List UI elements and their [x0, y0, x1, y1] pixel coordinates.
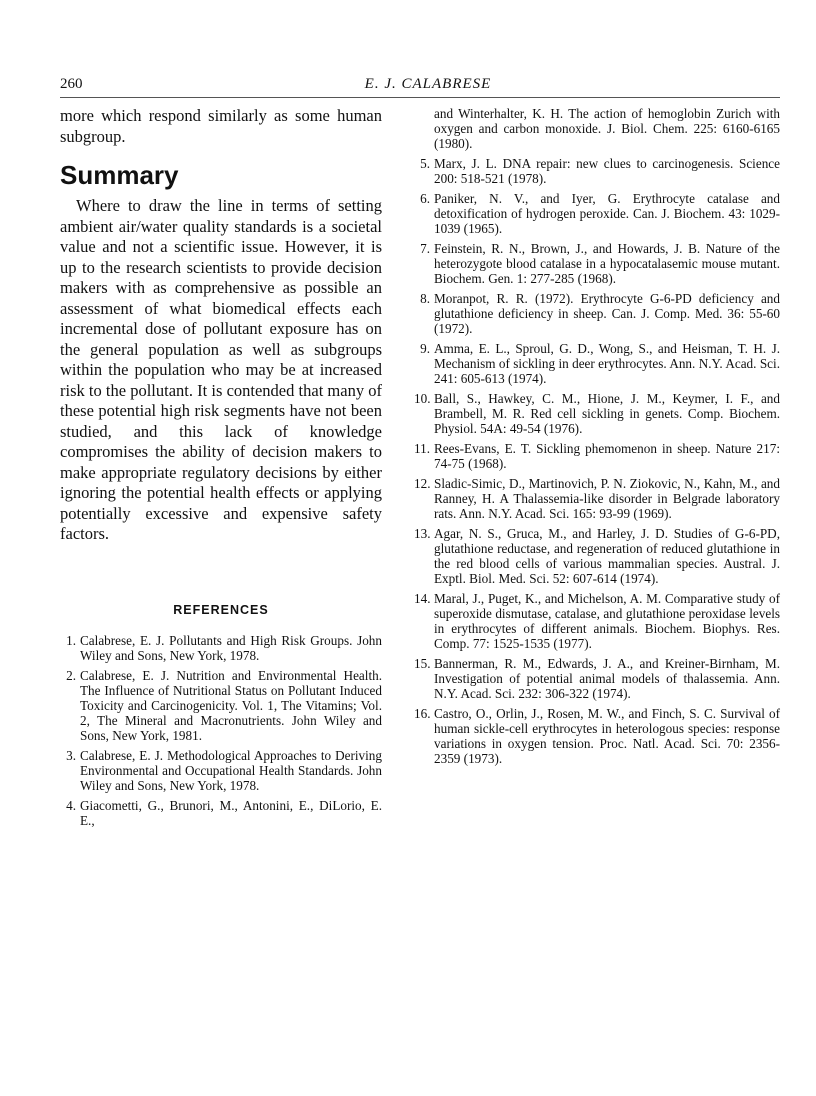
reference-number: 15.: [414, 656, 431, 671]
reference-text: Ball, S., Hawkey, C. M., Hione, J. M., Keymer, I. F., and Brambell, M. R. Red cell sickling in genets. Comp. Biochem. Physiol. 54A: 49-54 (1976).: [434, 391, 780, 436]
reference-item: [414, 241, 780, 286]
reference-item: [414, 591, 780, 651]
reference-number: 3.: [66, 747, 76, 763]
left-column: [60, 106, 382, 833]
reference-number: 5.: [420, 156, 430, 171]
summary-paragraph: Where to draw the line in terms of setting ambient air/water quality standards is a societal value and not a scientific issue. However, it is up to the research scientists to provide decision makers with as comprehensive as possible an assessment of what biomedical effects each incremental dose of pollutant exposure has on the general population as well as subgroups within the population who may be at increased risk to the pollutant. It is contended that many of these potential high risk segments have not been studied, and this lack of knowledge compromises the ability of decision makers to make appropriate regulatory decisions by either ignoring the potential health effects or applying potentially excessive and expensive safety factors.: [60, 196, 382, 543]
reference-text: Amma, E. L., Sproul, G. D., Wong, S., and Heisman, T. H. J. Mechanism of sickling in deer erythrocytes. Ann. N.Y. Acad. Sci. 241: 605-613 (1974).: [434, 341, 780, 386]
reference-text: Giacometti, G., Brunori, M., Antonini, E., DiLorio, E. E.,: [80, 797, 382, 828]
reference-number: 6.: [420, 191, 430, 206]
running-header-author: E. J. CALABRESE: [364, 76, 492, 92]
reference-item: [414, 526, 780, 586]
summary-heading: Summary: [60, 160, 179, 190]
reference-number: 7.: [420, 241, 430, 256]
reference-number: 4.: [66, 797, 76, 813]
reference-number: 14.: [414, 591, 431, 606]
reference-text: Rees-Evans, E. T. Sickling phemomenon in sheep. Nature 217: 74-75 (1968).: [434, 441, 780, 471]
continuation-paragraph: more which respond similarly as some human subgroup.: [60, 106, 382, 146]
reference-text: Bannerman, R. M., Edwards, J. A., and Kreiner-Birnham, M. Investigation of potential animal models of thalassemia. Ann. N.Y. Acad. Sci. 232: 306-322 (1974).: [434, 656, 780, 701]
reference-number: 16.: [414, 706, 431, 721]
reference-item: [414, 391, 780, 436]
reference-text: Paniker, N. V., and Iyer, G. Erythrocyte catalase and detoxification of hydrogen peroxide. Can. J. Biochem. 43: 1029-1039 (1965).: [434, 191, 780, 236]
reference-number: 8.: [420, 291, 430, 306]
reference-text: Marx, J. L. DNA repair: new clues to carcinogenesis. Science 200: 518-521 (1978).: [434, 156, 780, 186]
reference-number: 11.: [414, 441, 430, 456]
reference-continuation: and Winterhalter, K. H. The action of hemoglobin Zurich with oxygen and carbon monoxide. J. Biol. Chem. 225: 6160-6165 (1980).: [434, 106, 780, 151]
reference-item: [414, 476, 780, 521]
reference-item: [414, 706, 780, 766]
reference-item: [414, 156, 780, 186]
reference-text: Feinstein, R. N., Brown, J., and Howards, J. B. Nature of the heterozygote blood catalase in a hypocatalasemic mouse mutant. Biochem. Gen. 1: 277-285 (1968).: [434, 241, 780, 286]
reference-text: Maral, J., Puget, K., and Michelson, A. M. Comparative study of superoxide dismutase, catalase, and glutathione peroxidase levels in erythrocytes of different animals. Biochem. Biophys. Res. Comp. 77: 1525-1535 (1977).: [434, 591, 780, 651]
reference-number: 9.: [420, 341, 430, 356]
reference-item: [414, 291, 780, 336]
reference-text: Castro, O., Orlin, J., Rosen, M. W., and Finch, S. C. Survival of human sickle-cell erythrocytes in heterologous species: response variations in oxygen tension. Proc. Natl. Acad. Sci. 70: 2356-2359 (1973).: [434, 706, 780, 766]
page-number: 260: [60, 76, 83, 92]
reference-text: Calabrese, E. J. Pollutants and High Risk Groups. John Wiley and Sons, New York, 1978.: [80, 632, 382, 663]
reference-item: [60, 668, 382, 743]
reference-item: [60, 633, 382, 663]
references-heading: REFERENCES: [173, 602, 269, 617]
reference-number: 12.: [414, 476, 431, 491]
reference-text: Calabrese, E. J. Nutrition and Environmental Health. The Influence of Nutritional Status on Pollutant Induced Toxicity and Carcinogenicity. Vol. 1, The Vitamins; Vol. 2, The Mineral and Macronutrients. John Wiley and Sons, New York, 1981.: [80, 667, 382, 743]
reference-text: Calabrese, E. J. Methodological Approaches to Deriving Environmental and Occupational Health Standards. John Wiley and Sons, New York, 1978.: [80, 747, 382, 793]
header-rule: [60, 97, 780, 98]
reference-number: 2.: [66, 667, 76, 683]
reference-number: 1.: [66, 632, 76, 648]
references-list-right: [414, 156, 780, 766]
reference-item: [60, 748, 382, 793]
reference-text: Moranpot, R. R. (1972). Erythrocyte G-6-PD deficiency and glutathione deficiency in sheep. Can. J. Comp. Med. 36: 55-60 (1972).: [434, 291, 780, 336]
reference-item: [60, 798, 382, 828]
reference-item: [414, 441, 780, 471]
reference-item: [414, 656, 780, 701]
reference-text: Sladic-Simic, D., Martinovich, P. N. Ziokovic, N., Kahn, M., and Ranney, H. A Thalassemia-like disorder in Belgrade laboratory rats. Ann. N.Y. Acad. Sci. 165: 93-99 (1969).: [434, 476, 780, 521]
reference-item: [414, 191, 780, 236]
reference-number: 10.: [414, 391, 431, 406]
reference-text: Agar, N. S., Gruca, M., and Harley, J. D. Studies of G-6-PD, glutathione reductase, and regeneration of reduced glutathione in the red blood cells of various mammalian species. Austral. J. Exptl. Biol. Med. Sci. 52: 607-614 (1974).: [434, 526, 780, 586]
reference-number: 13.: [414, 526, 431, 541]
right-column: [414, 106, 780, 771]
reference-item: [414, 341, 780, 386]
references-list-left: [60, 633, 382, 828]
